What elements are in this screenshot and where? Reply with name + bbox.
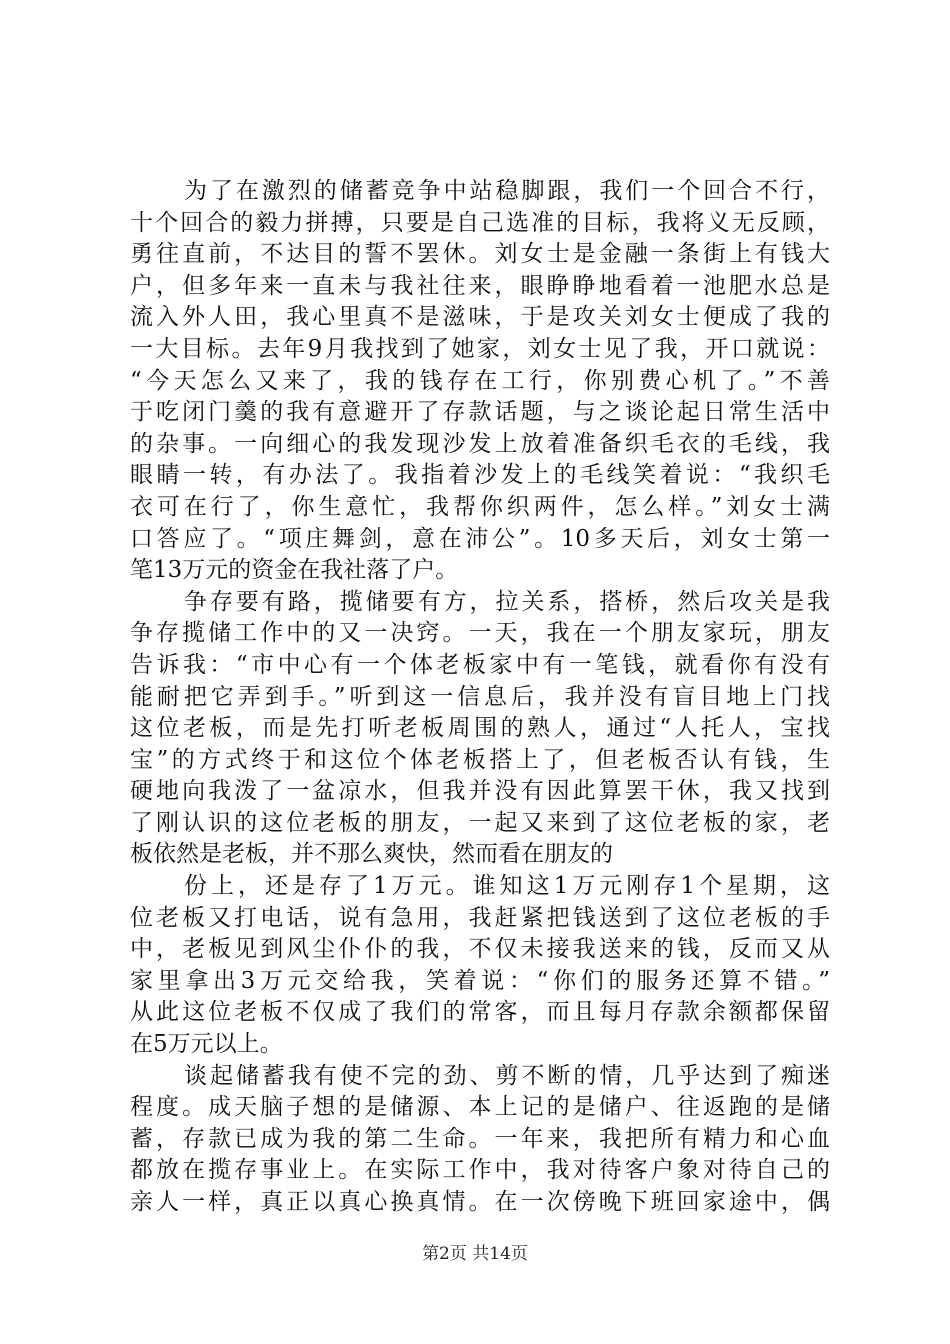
text-line: 争存要有路，揽储要有方，拉关系，搭桥，然后攻关是我: [184, 588, 830, 615]
text-line: 流入外人田，我心里真不是滋味，于是攻关刘女士便成了我的: [130, 304, 830, 331]
text-line: 为了在激烈的储蓄竞争中站稳脚跟，我们一个回合不行，: [184, 178, 830, 204]
text-line: 户，但多年来一直未与我社往来，眼睁睁地看着一池肥水总是: [130, 272, 830, 299]
text-line: 宝”的方式终于和这位个体老板搭上了，但老板否认有钱，生: [130, 746, 830, 773]
text-line: 份上，还是存了1万元。谁知这1万元刚存1个星期，这: [184, 873, 830, 900]
page-footer: 第2页 共14页: [422, 1244, 528, 1264]
text-line: 能耐把它弄到手。”听到这一信息后，我并没有盲目地上门找: [130, 683, 830, 710]
text-line: 衣可在行了，你生意忙，我帮你织两件，怎么样。”刘女士满: [130, 493, 830, 520]
text-line: 一大目标。去年9月我找到了她家，刘女士见了我，开口就说：: [130, 335, 830, 362]
text-line: 都放在揽存事业上。在实际工作中，我对待客户象对待自己的: [130, 1157, 830, 1184]
text-line: “今天怎么又来了，我的钱存在工行，你别费心机了。”不善: [130, 367, 830, 394]
text-line: 板依然是老板，并不那么爽快，然而看在朋友的: [130, 841, 613, 868]
text-line: 从此这位老板不仅成了我们的常客，而且每月存款余额都保留: [130, 999, 830, 1026]
text-line: 位老板又打电话，说有急用，我赶紧把钱送到了这位老板的手: [130, 904, 830, 931]
text-line: 勇往直前，不达目的誓不罢休。刘女士是金融一条街上有钱大: [130, 241, 830, 268]
text-line: 亲人一样，真正以真心换真情。在一次傍晚下班回家途中，偶: [130, 1189, 830, 1215]
text-line: 家里拿出3万元交给我，笑着说：“你们的服务还算不错。”: [130, 967, 830, 994]
text-line: 了刚认识的这位老板的朋友，一起又来到了这位老板的家，老: [130, 809, 830, 836]
text-line: 笔13万元的资金在我社落了户。: [130, 557, 459, 584]
text-line: 口答应了。“项庄舞剑，意在沛公”。10多天后，刘女士第一: [130, 525, 830, 552]
text-line: 的杂事。一向细心的我发现沙发上放着准备织毛衣的毛线，我: [130, 430, 830, 457]
text-line: 蓄，存款已成为我的第二生命。一年来，我把所有精力和心血: [130, 1125, 830, 1152]
text-line: 于吃闭门羹的我有意避开了存款话题，与之谈论起日常生活中: [130, 399, 830, 426]
text-line: 告诉我：“市中心有一个体老板家中有一笔钱，就看你有没有: [130, 651, 830, 678]
text-line: 中，老板见到风尘仆仆的我，不仅未接我送来的钱，反而又从: [130, 936, 830, 963]
text-line: 程度。成天脑子想的是储源、本上记的是储户、往返跑的是储: [130, 1094, 830, 1121]
text-line: 眼睛一转，有办法了。我指着沙发上的毛线笑着说：“我织毛: [130, 462, 830, 489]
text-line: 谈起储蓄我有使不完的劲、剪不断的情，几乎达到了痴迷: [184, 1062, 830, 1089]
text-line: 这位老板，而是先打听老板周围的熟人，通过“人托人，宝找: [130, 715, 830, 742]
text-line: 十个回合的毅力拼搏，只要是自己选准的目标，我将义无反顾，: [130, 209, 830, 236]
text-line: 硬地向我泼了一盆凉水，但我并没有因此算罢干休，我又找到: [130, 778, 830, 805]
text-line: 争存揽储工作中的又一决窍。一天，我在一个朋友家玩，朋友: [130, 620, 830, 647]
text-line: 在5万元以上。: [130, 1031, 283, 1058]
body-text: [130, 176, 830, 1219]
